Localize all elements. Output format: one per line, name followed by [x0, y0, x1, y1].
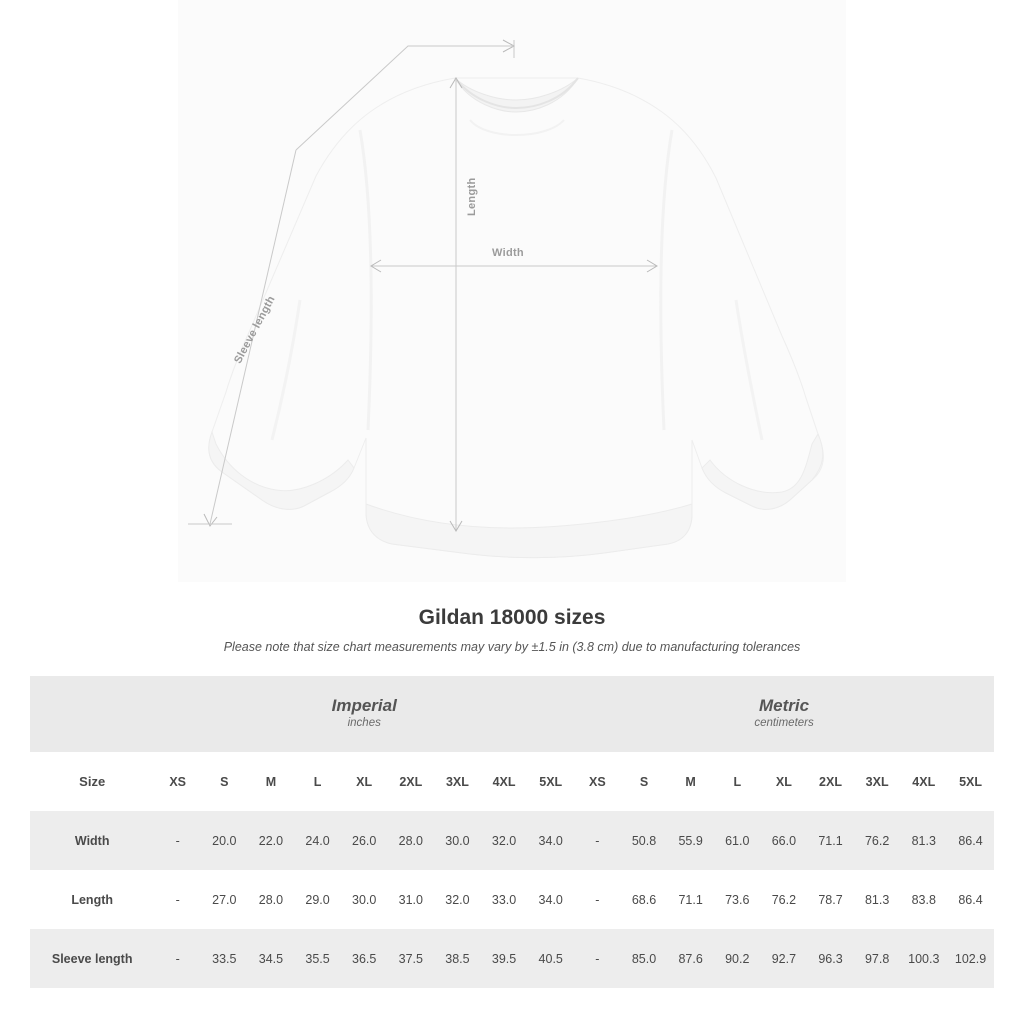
size-header-imperial-s: S: [201, 752, 248, 811]
cell-sleeve-imperial-4xl: 39.5: [481, 929, 528, 988]
cell-sleeve-metric-s: 85.0: [621, 929, 668, 988]
cell-sleeve-metric-m: 87.6: [667, 929, 714, 988]
cell-length-metric-l: 73.6: [714, 870, 761, 929]
unit-header-metric: [574, 676, 994, 752]
size-header-imperial-xs: XS: [154, 752, 201, 811]
cell-width-imperial-4xl: 32.0: [481, 811, 528, 870]
cell-length-metric-5xl: 86.4: [947, 870, 994, 929]
title-block: [0, 606, 1024, 654]
cell-width-metric-2xl: 71.1: [807, 811, 854, 870]
unit-name-metric: Metric: [759, 695, 810, 715]
table-row: [30, 811, 994, 870]
cell-sleeve-imperial-l: 35.5: [294, 929, 341, 988]
size-table: [30, 676, 994, 988]
cell-sleeve-metric-2xl: 96.3: [807, 929, 854, 988]
cell-width-metric-5xl: 86.4: [947, 811, 994, 870]
row-label-width: Width: [30, 811, 154, 870]
size-header-metric-5xl: 5XL: [947, 752, 994, 811]
size-header-metric-xs: XS: [574, 752, 621, 811]
width-dimension-label: Width: [492, 247, 524, 259]
unit-header-imperial: [154, 676, 574, 752]
cell-sleeve-imperial-2xl: 37.5: [387, 929, 434, 988]
size-header-metric-2xl: 2XL: [807, 752, 854, 811]
page-title: Gildan 18000 sizes: [418, 606, 606, 629]
cell-length-metric-3xl: 81.3: [854, 870, 901, 929]
cell-width-metric-xl: 66.0: [761, 811, 808, 870]
cell-width-imperial-3xl: 30.0: [434, 811, 481, 870]
cell-length-imperial-4xl: 33.0: [481, 870, 528, 929]
size-table-wrapper: [0, 676, 1024, 988]
unit-sub-imperial: inches: [347, 717, 381, 730]
cell-sleeve-metric-3xl: 97.8: [854, 929, 901, 988]
cell-length-imperial-l: 29.0: [294, 870, 341, 929]
cell-width-metric-s: 50.8: [621, 811, 668, 870]
cell-length-metric-m: 71.1: [667, 870, 714, 929]
tolerance-note: Please note that size chart measurements may vary by ±1.5 in (3.8 cm) due to manufacturing tolerances: [223, 640, 801, 654]
size-header-metric-4xl: 4XL: [900, 752, 947, 811]
cell-width-metric-l: 61.0: [714, 811, 761, 870]
size-header-imperial-4xl: 4XL: [481, 752, 528, 811]
cell-width-metric-3xl: 76.2: [854, 811, 901, 870]
cell-length-imperial-m: 28.0: [248, 870, 295, 929]
size-header-imperial-l: L: [294, 752, 341, 811]
size-header-metric-m: M: [667, 752, 714, 811]
cell-length-metric-2xl: 78.7: [807, 870, 854, 929]
cell-sleeve-metric-l: 90.2: [714, 929, 761, 988]
size-header-metric-s: S: [621, 752, 668, 811]
row-label-sleeve-length: Sleeve length: [30, 929, 154, 988]
cell-length-imperial-2xl: 31.0: [387, 870, 434, 929]
cell-length-imperial-3xl: 32.0: [434, 870, 481, 929]
unit-header-row: [30, 676, 994, 752]
cell-length-metric-xl: 76.2: [761, 870, 808, 929]
cell-length-imperial-5xl: 34.0: [527, 870, 574, 929]
cell-length-metric-s: 68.6: [621, 870, 668, 929]
cell-width-metric-4xl: 81.3: [900, 811, 947, 870]
sleeve-length-dimension-label: Sleeve length: [232, 293, 278, 366]
size-header-imperial-2xl: 2XL: [387, 752, 434, 811]
cell-length-metric-xs: -: [574, 870, 621, 929]
cell-length-metric-4xl: 83.8: [900, 870, 947, 929]
cell-width-imperial-m: 22.0: [248, 811, 295, 870]
row-label-length: Length: [30, 870, 154, 929]
size-header-imperial-xl: XL: [341, 752, 388, 811]
length-dimension-label: Length: [466, 177, 478, 216]
cell-sleeve-imperial-xl: 36.5: [341, 929, 388, 988]
cell-sleeve-imperial-3xl: 38.5: [434, 929, 481, 988]
cell-width-imperial-s: 20.0: [201, 811, 248, 870]
size-header-label: Size: [30, 752, 154, 811]
cell-width-imperial-5xl: 34.0: [527, 811, 574, 870]
cell-length-imperial-xl: 30.0: [341, 870, 388, 929]
size-header-metric-3xl: 3XL: [854, 752, 901, 811]
cell-width-metric-m: 55.9: [667, 811, 714, 870]
size-header-metric-xl: XL: [761, 752, 808, 811]
cell-sleeve-metric-4xl: 100.3: [900, 929, 947, 988]
unit-sub-metric: centimeters: [754, 717, 814, 730]
size-header-imperial-5xl: 5XL: [527, 752, 574, 811]
cell-sleeve-imperial-m: 34.5: [248, 929, 295, 988]
size-header-imperial-m: M: [248, 752, 295, 811]
size-header-row: [30, 752, 994, 811]
cell-width-imperial-xs: -: [154, 811, 201, 870]
cell-width-metric-xs: -: [574, 811, 621, 870]
size-header-metric-l: L: [714, 752, 761, 811]
cell-length-imperial-s: 27.0: [201, 870, 248, 929]
cell-sleeve-imperial-s: 33.5: [201, 929, 248, 988]
table-corner-cell: [30, 676, 154, 752]
cell-sleeve-metric-5xl: 102.9: [947, 929, 994, 988]
cell-width-imperial-l: 24.0: [294, 811, 341, 870]
table-row: [30, 929, 994, 988]
unit-name-imperial: Imperial: [331, 695, 397, 715]
cell-length-imperial-xs: -: [154, 870, 201, 929]
cell-width-imperial-2xl: 28.0: [387, 811, 434, 870]
cell-sleeve-imperial-xs: -: [154, 929, 201, 988]
cell-sleeve-metric-xl: 92.7: [761, 929, 808, 988]
cell-sleeve-metric-xs: -: [574, 929, 621, 988]
cell-sleeve-imperial-5xl: 40.5: [527, 929, 574, 988]
cell-width-imperial-xl: 26.0: [341, 811, 388, 870]
table-row: [30, 870, 994, 929]
size-header-imperial-3xl: 3XL: [434, 752, 481, 811]
